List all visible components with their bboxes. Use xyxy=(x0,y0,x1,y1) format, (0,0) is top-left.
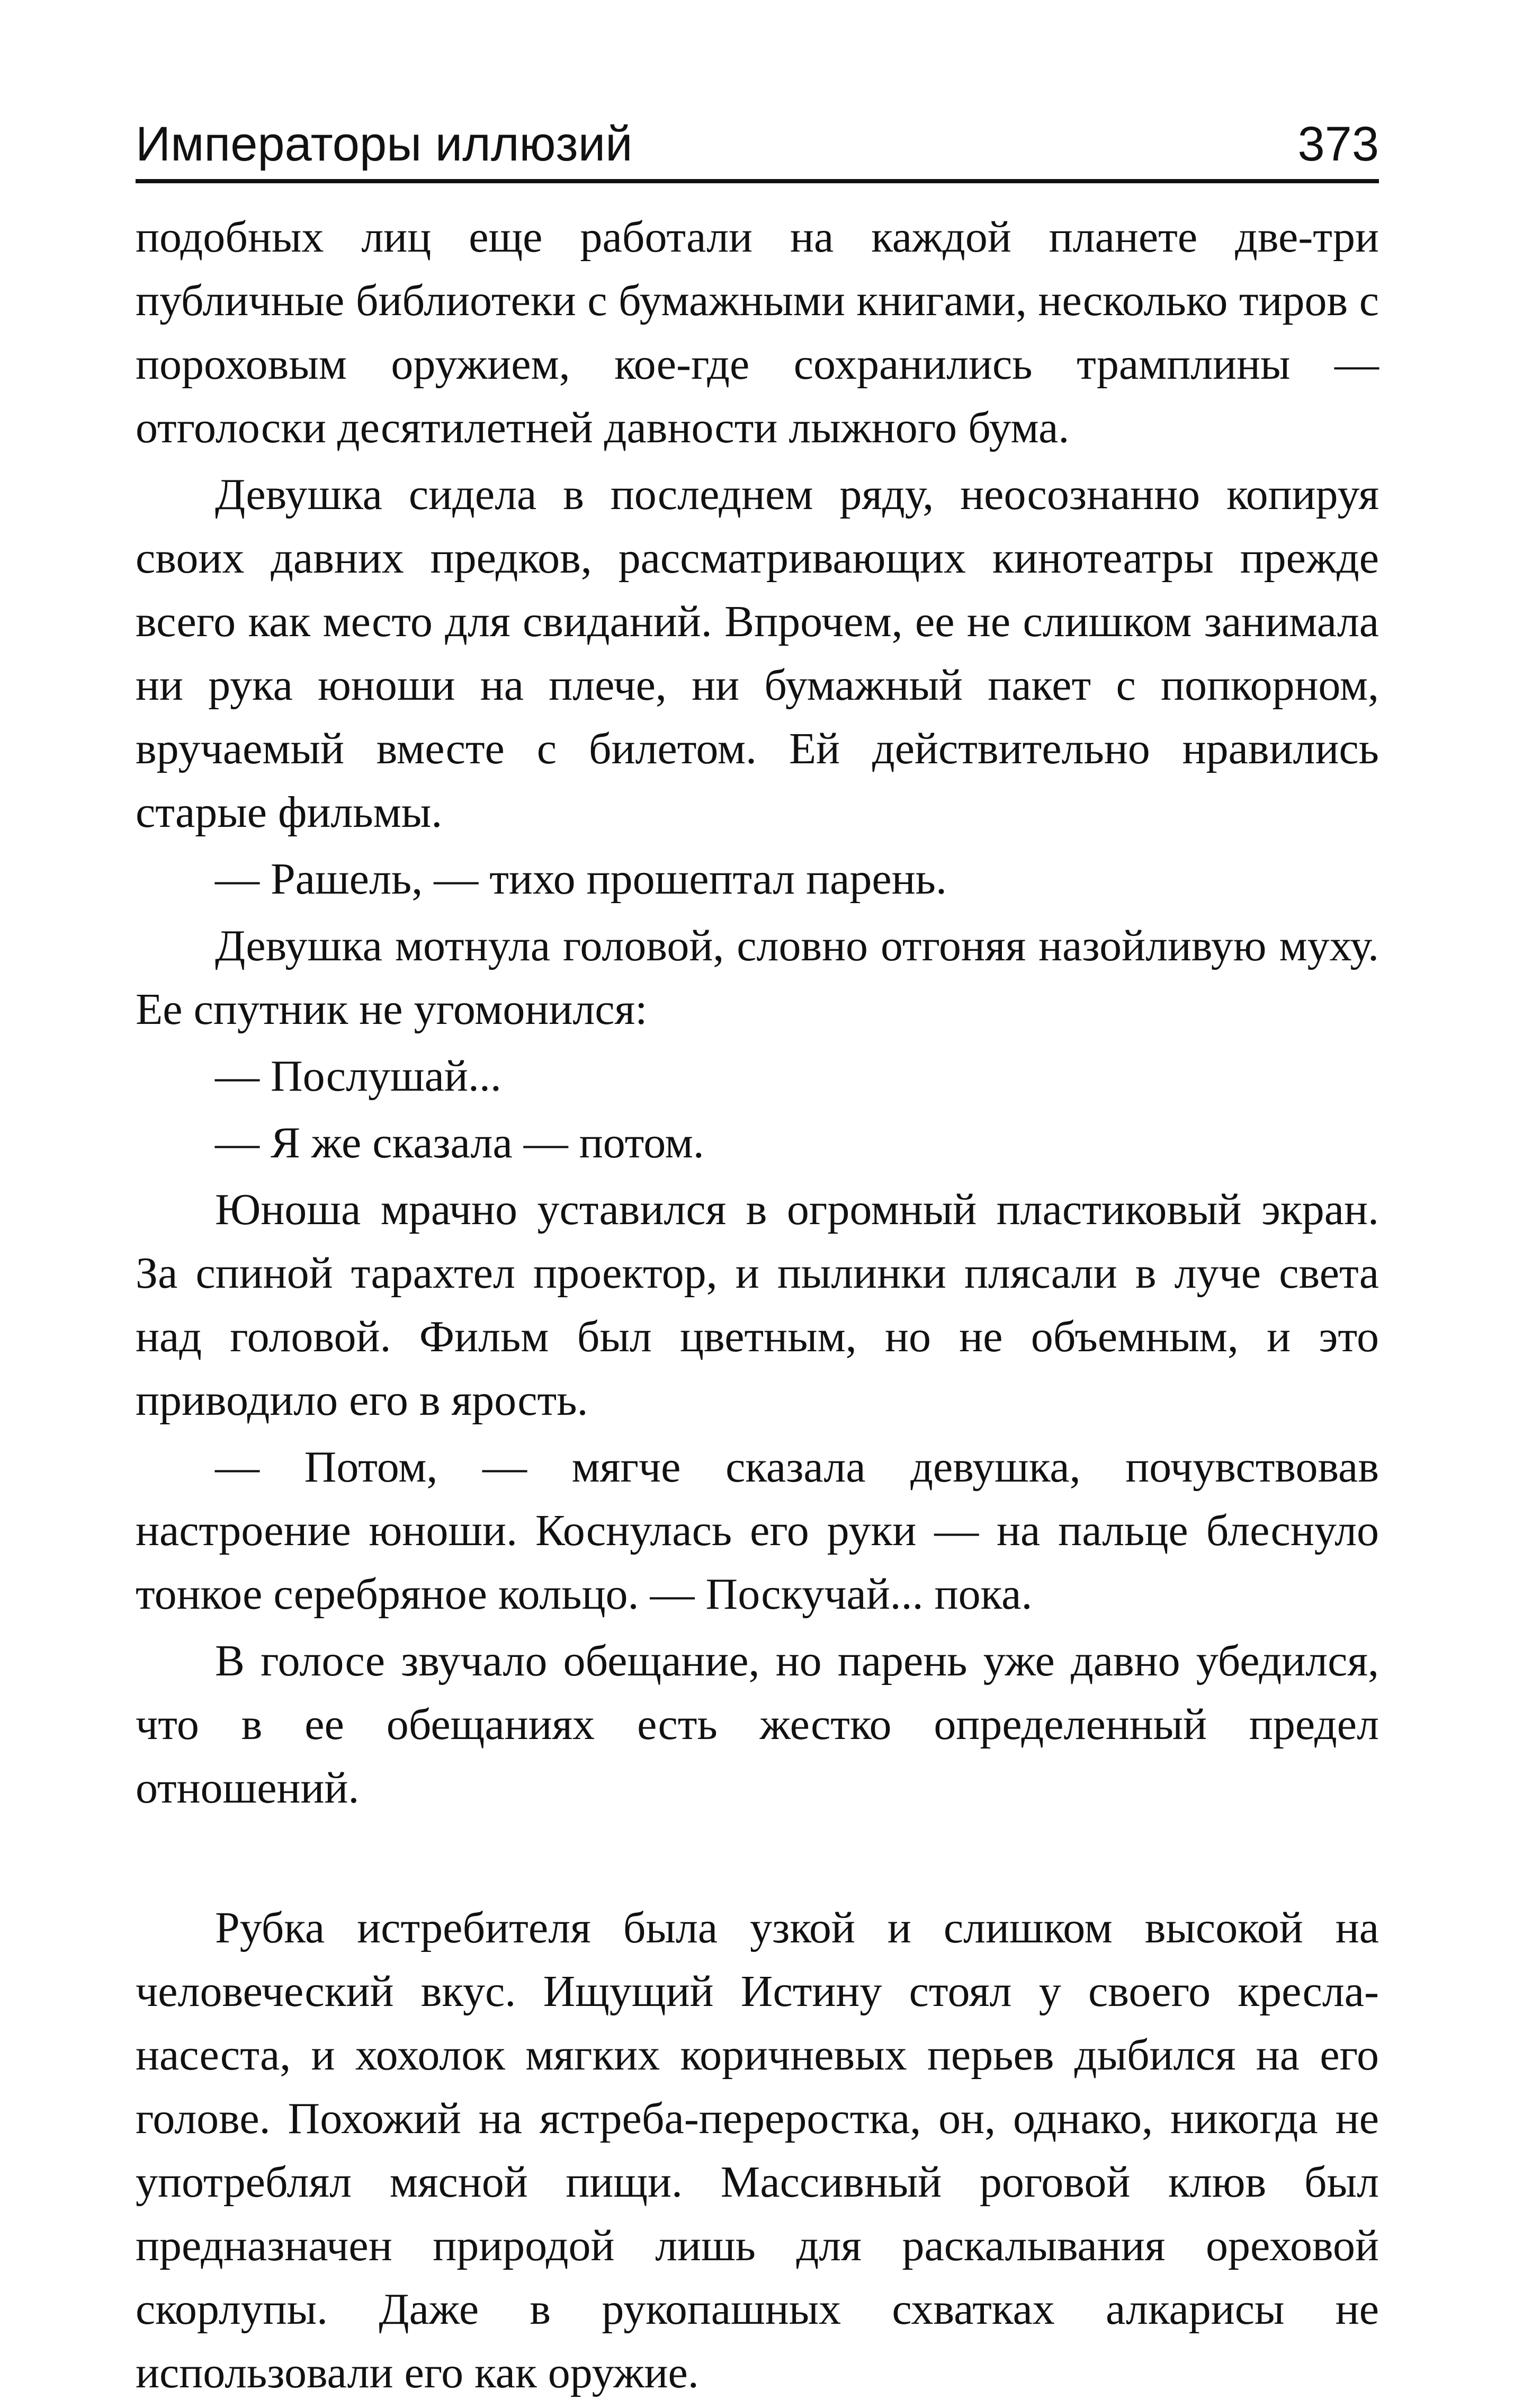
dialogue-line: — Рашель, — тихо прошептал парень. xyxy=(215,854,947,904)
body-text xyxy=(136,206,1379,2408)
paragraph: Рубка истребителя была узкой и слишком высокой на человеческий вкус. Ищущий Истину стоял у своего кресла-насеста, и хохолок мягких коричневых перьев дыбился на его голове. Похожий на ястреба-переростка, он, однако, никогда не употреблял мясной пищи. Массивный роговой клюв был предназначен природой лишь для раскалывания ореховой скорлупы. Даже в рукопашных схватках алкарисы не использовали его как оружие. xyxy=(136,1903,1379,2397)
paragraph: Девушка мотнула головой, словно отгоняя назойливую муху. Ее спутник не угомонился: xyxy=(136,921,1379,1034)
paragraph-continuation: подобных лиц еще работали на каждой планете две-три публичные библиотеки с бумажными книгами, несколько тиров с пороховым оружием, кое-где сохранились трамплины — отголоски десятилетней давности лыжного бума. xyxy=(136,212,1379,452)
header-rule xyxy=(136,179,1379,183)
dialogue-line: — Потом, — мягче сказала девушка, почувствовав настроение юноши. Коснулась его руки — на пальце блеснуло тонкое серебряное кольцо. — Поскучай... пока. xyxy=(136,1442,1379,1619)
paragraph: Юноша мрачно уставился в огромный пластиковый экран. За спиной тарахтел проектор, и пылинки плясали в луче света над головой. Фильм был цветным, но не объемным, и это приводило его в ярость. xyxy=(136,1185,1379,1425)
dialogue-line: — Послушай... xyxy=(215,1051,501,1101)
page-number: 373 xyxy=(1297,117,1379,171)
running-title: Императоры иллюзий xyxy=(136,117,633,171)
paragraph: Девушка сидела в последнем ряду, неосознанно копируя своих давних предков, рассматривающих кинотеатры прежде всего как место для свиданий. Впрочем, ее не слишком занимала ни рука юноши на плече, ни бумажный пакет с попкорном, вручаемый вместе с билетом. Ей действительно нравились старые фильмы. xyxy=(136,470,1379,837)
dialogue-line: — Я же сказала — потом. xyxy=(215,1118,704,1167)
running-head xyxy=(136,112,1379,176)
section-break xyxy=(136,1823,1379,1896)
paragraph: В голосе звучало обещание, но парень уже давно убедился, что в ее обещаниях есть жестко определенный предел отношений. xyxy=(136,1636,1379,1813)
